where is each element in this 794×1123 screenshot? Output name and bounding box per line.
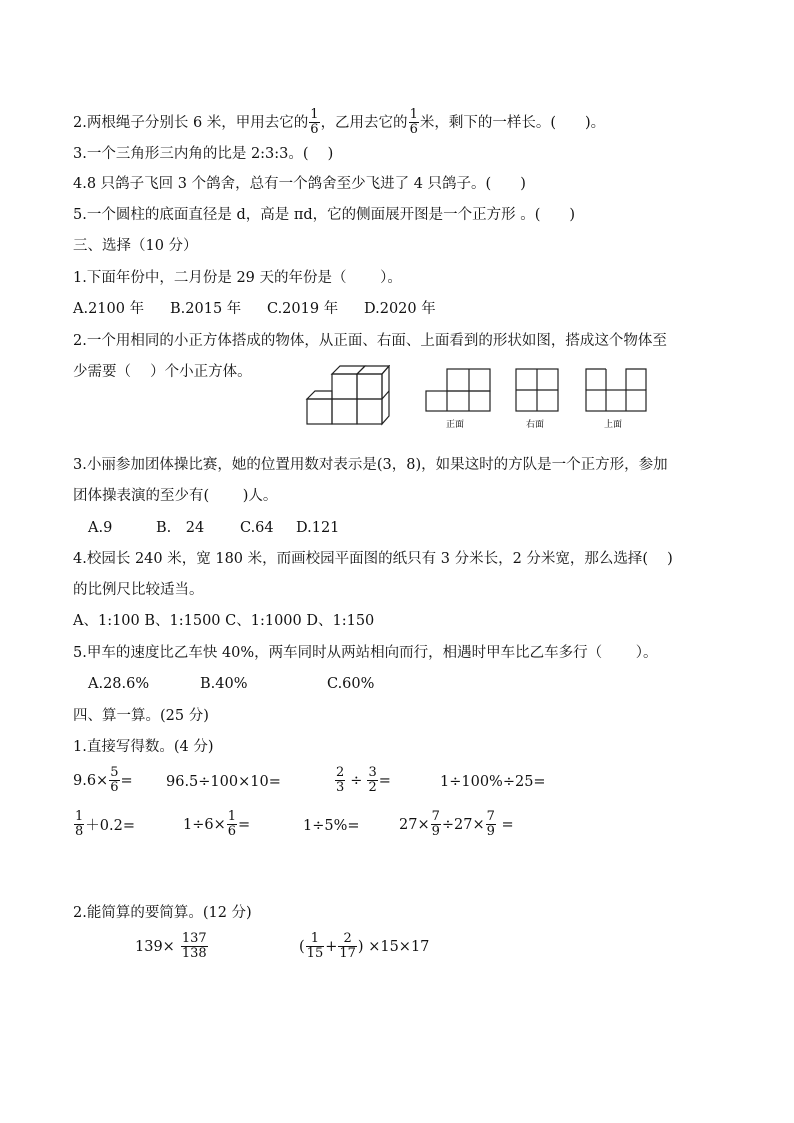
option: B.2015 年 [170, 301, 242, 317]
option: A.28.6% [88, 676, 150, 692]
calc-part1-title: 1.直接写得数。(4 分) [73, 739, 214, 755]
option: B.40% [200, 676, 248, 692]
choice-q4-options: A、1:100 B、1:1500 C、1:1000 D、1:150 [73, 613, 375, 629]
option: A.2100 年 [73, 301, 145, 317]
option: C.2019 年 [267, 301, 339, 317]
fraction: $\frac{1}{6}$ [409, 107, 418, 137]
expr-4: 1÷100%÷25= [440, 774, 546, 790]
option: B. 24 [156, 520, 205, 536]
choice-q3-line1: 3.小丽参加团体操比赛，她的位置用数对表示是(3，8)，如果这时的方队是一个正方形，参加 [73, 457, 668, 473]
choice-q5-options [88, 674, 374, 694]
option: D.121 [296, 520, 340, 536]
choice-q5: 5.甲车的速度比乙车快 40%，两车同时从两站相向而行，相遇时甲车比乙车多行（ ）。 [73, 645, 658, 661]
expr-2: 96.5÷100×10= [166, 774, 281, 790]
expr-7: 1÷5%= [303, 818, 360, 834]
top-view [584, 367, 649, 432]
right-view [514, 367, 564, 432]
judgment-q4: 4.8 只鸽子飞回 3 个鸽舍，总有一个鸽舍至少飞进了 4 只鸽子。( ) [73, 176, 526, 192]
judgment-q3: 3.一个三角形三内角的比是 2:3:3。( ) [73, 146, 334, 162]
simplify-1: 139× $\frac{137}{138}$ [135, 931, 207, 961]
judgment-q2: 2.两根绳子分别长 6 米，甲用去它的 $\frac{1}{6}$ ，乙用去它的 $\frac{1}{6}$ 米，剩下的一样长。( )。 [73, 107, 606, 137]
choice-q2-line2: 少需要（ ）个小正方体。 [73, 364, 252, 380]
choice-q2-line1: 2.一个用相同的小正方体搭成的物体，从正面、右面、上面看到的形状如图，搭成这个物体至 [73, 333, 667, 349]
choice-q3-line2: 团体操表演的至少有( )人。 [73, 488, 278, 504]
view-label-top: 上面 [604, 420, 623, 430]
expr-3: $\frac{2}{3}$ ÷ $\frac{3}{2}$ = [336, 765, 391, 795]
option: C.64 [240, 520, 274, 536]
section-heading-choice: 三、选择（10 分） [73, 238, 198, 254]
choice-q4-line2: 的比例尺比较适当。 [73, 582, 204, 598]
choice-q1: 1.下面年份中，二月份是 29 天的年份是（ ）。 [73, 270, 402, 286]
calc-part2-title: 2.能简算的要简算。(12 分) [73, 905, 252, 921]
section-heading-calculation: 四、算一算。(25 分) [73, 708, 209, 724]
choice-q4-line1: 4.校园长 240 米，宽 180 米，而画校园平面图的纸只有 3 分米长，2 分米宽，那么选择( ) [73, 551, 673, 567]
choice-q3-options [88, 518, 339, 538]
view-label-right: 右面 [526, 420, 545, 430]
fraction: $\frac{1}{6}$ [310, 107, 319, 137]
option: D.2020 年 [364, 301, 436, 317]
option: C.60% [327, 676, 375, 692]
simplify-2: ( $\frac{1}{15}$ + $\frac{2}{17}$ ) ×15×17 [299, 931, 430, 961]
view-label-front: 正面 [446, 420, 465, 430]
expr-8: 27× $\frac{7}{9}$ ÷27× $\frac{7}{9}$ = [399, 809, 514, 839]
front-view [424, 367, 494, 432]
choice-q1-options [73, 299, 436, 319]
expr-1: 9.6× $\frac{5}{6}$ = [73, 765, 133, 795]
cube-figure [305, 365, 390, 430]
judgment-q5: 5.一个圆柱的底面直径是 d，高是 πd，它的侧面展开图是一个正方形 。( ) [73, 207, 576, 223]
expr-6: 1÷6× $\frac{1}{6}$ = [183, 809, 251, 839]
expr-5: $\frac{1}{8}$ ＋0.2= [75, 809, 135, 839]
option: A.9 [88, 520, 113, 536]
